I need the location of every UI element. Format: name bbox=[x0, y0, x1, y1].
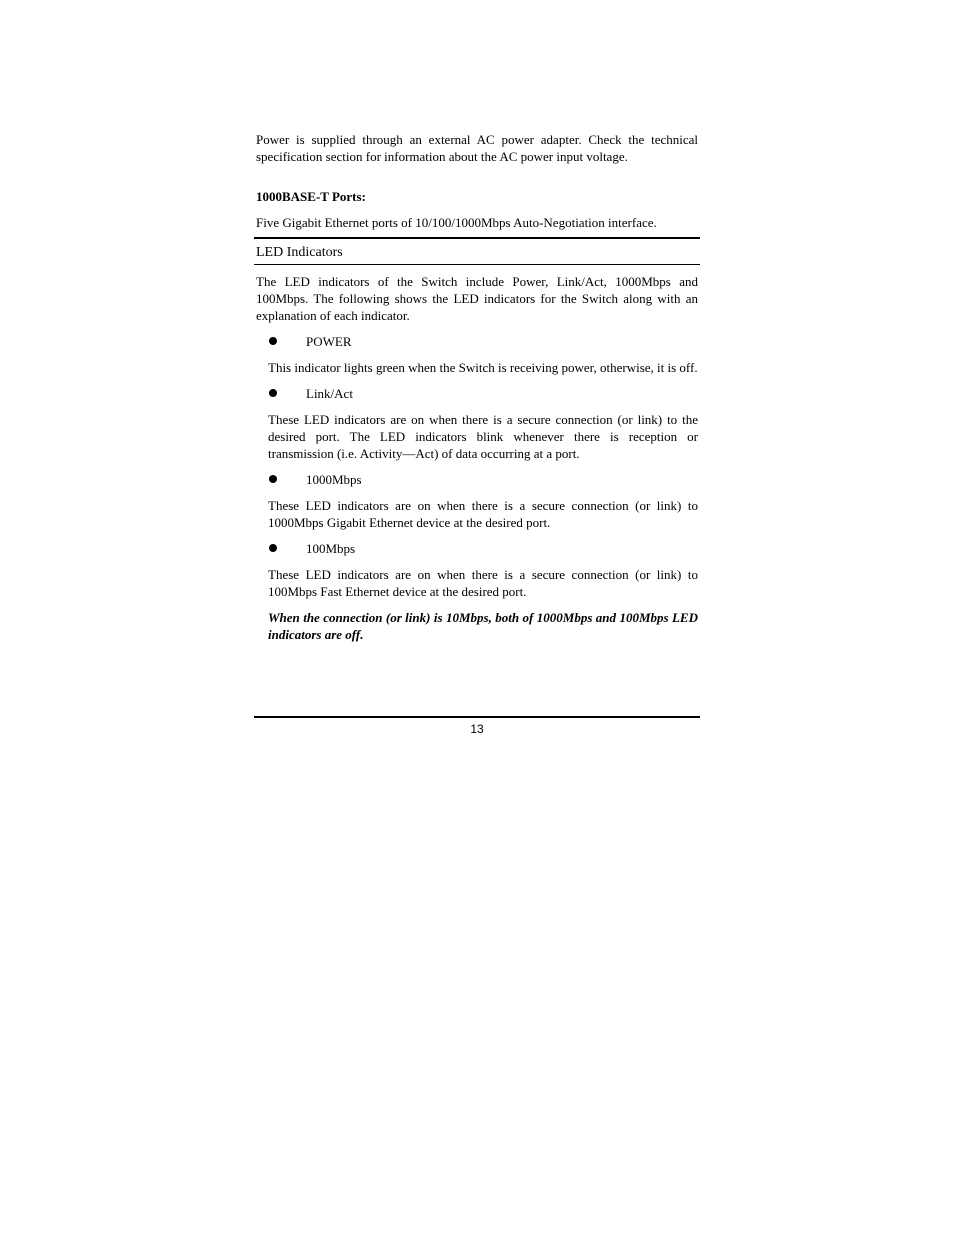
section-title: LED Indicators bbox=[256, 245, 343, 260]
bullet-label-power: POWER bbox=[306, 334, 352, 349]
led-section-body bbox=[256, 273, 698, 643]
1000mbps-description: These LED indicators are on when there is a secure connection (or link) to 1000Mbps Gigabit Ethernet device at the desired port. bbox=[268, 498, 698, 530]
list-item bbox=[256, 540, 698, 557]
list-item bbox=[256, 385, 698, 402]
bullet-icon bbox=[269, 337, 277, 345]
ports-heading: 1000BASE-T Ports: bbox=[256, 189, 366, 204]
document-page bbox=[256, 131, 698, 642]
section-rule-bottom bbox=[254, 264, 700, 265]
list-item bbox=[256, 471, 698, 488]
bullet-icon bbox=[269, 389, 277, 397]
ports-paragraph: Five Gigabit Ethernet ports of 10/100/1000Mbps Auto-Negotiation interface. bbox=[256, 215, 657, 230]
bullet-label-1000mbps: 1000Mbps bbox=[306, 472, 362, 487]
section-rule-top bbox=[254, 237, 700, 239]
list-item bbox=[256, 333, 698, 350]
bullet-label-link-act: Link/Act bbox=[306, 386, 353, 401]
bullet-label-100mbps: 100Mbps bbox=[306, 541, 356, 556]
note-paragraph: When the connection (or link) is 10Mbps, both of 1000Mbps and 100Mbps LED indicators are off. bbox=[268, 610, 698, 642]
bullet-icon bbox=[269, 475, 277, 483]
link-act-description: These LED indicators are on when there is a secure connection (or link) to the desired port. The LED indicators blink whenever there is reception or transmission (i.e. Activity—Act) of data occurring at a port. bbox=[268, 412, 698, 461]
100mbps-description: These LED indicators are on when there is a secure connection (or link) to 100Mbps Fast Ethernet device at the desired port. bbox=[268, 567, 698, 599]
led-intro-paragraph: The LED indicators of the Switch include Power, Link/Act, 1000Mbps and 100Mbps. The following shows the LED indicators for the Switch along with an explanation of each indicator. bbox=[256, 274, 698, 323]
power-paragraph: Power is supplied through an external AC power adapter. Check the technical specification section for information about the AC power input voltage. bbox=[256, 132, 698, 164]
power-description: This indicator lights green when the Switch is receiving power, otherwise, it is off. bbox=[268, 360, 698, 375]
page-number: 13 bbox=[470, 722, 484, 736]
bullet-icon bbox=[269, 544, 277, 552]
footer-rule bbox=[254, 716, 700, 718]
